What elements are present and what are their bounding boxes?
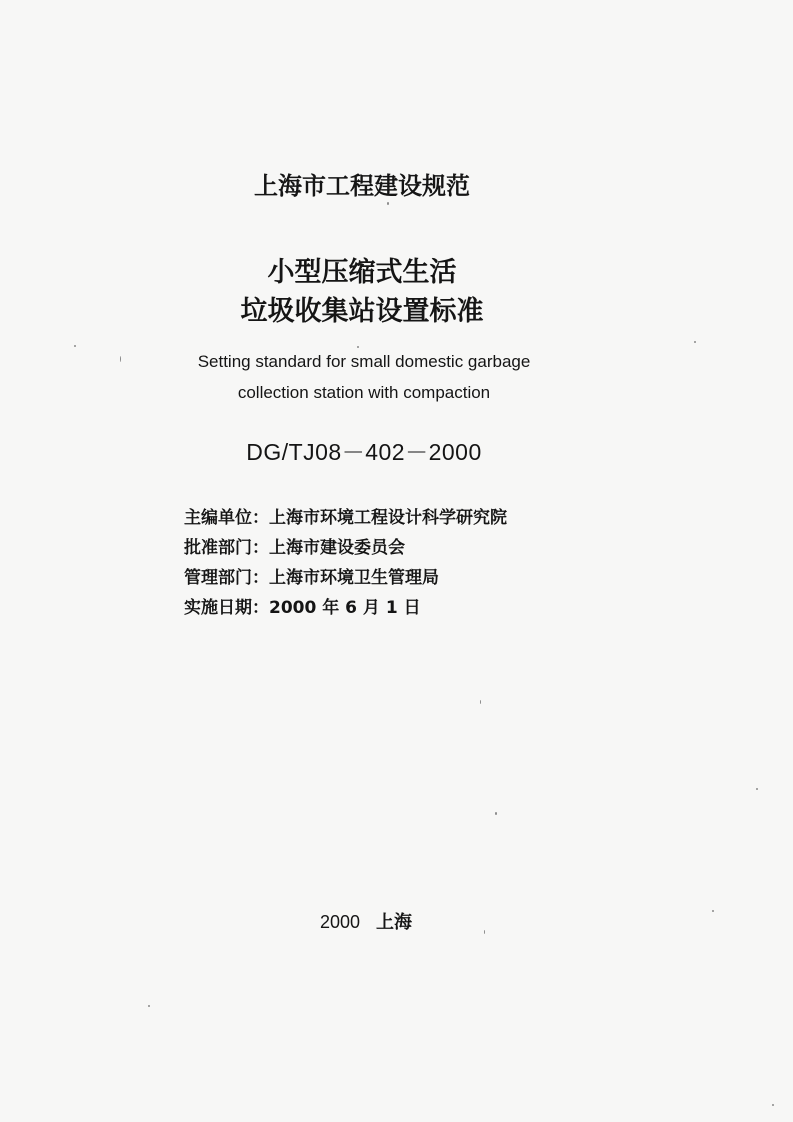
imprint-year: 2000 <box>320 912 361 932</box>
series-title: 上海市工程建设规范 <box>254 172 470 200</box>
meta-label: 主编单位 <box>184 508 252 528</box>
meta-value: 2000 年 6 月 1 日 <box>269 598 421 618</box>
meta-separator: ： <box>252 508 269 528</box>
publication-info <box>184 503 507 623</box>
scan-speck <box>74 345 76 347</box>
main-title-line-1: 小型压缩式生活 <box>267 257 457 288</box>
imprint <box>320 908 412 934</box>
meta-label: 实施日期 <box>184 598 252 618</box>
scan-speck <box>495 812 497 815</box>
management-dept-row <box>184 563 507 593</box>
meta-label: 批准部门 <box>184 538 252 558</box>
meta-value: 上海市环境工程设计科学研究院 <box>269 508 507 528</box>
scan-speck <box>120 356 121 362</box>
approval-dept-row <box>184 533 507 563</box>
meta-separator: ： <box>252 598 269 618</box>
scan-speck <box>694 341 696 343</box>
meta-value: 上海市建设委员会 <box>269 538 405 558</box>
scan-speck <box>484 930 485 934</box>
scan-speck <box>387 202 389 205</box>
standard-code: DG/TJ08－402－2000 <box>246 439 482 465</box>
scan-speck <box>772 1104 774 1106</box>
meta-separator: ： <box>252 538 269 558</box>
effective-date-row <box>184 593 507 623</box>
english-title-line-1: Setting standard for small domestic garbage <box>197 352 531 371</box>
scan-speck <box>756 788 758 790</box>
main-title-line-2: 垃圾收集站设置标准 <box>240 296 484 327</box>
imprint-place: 上海 <box>376 912 413 933</box>
chief-editor-row <box>184 503 507 533</box>
meta-label: 管理部门 <box>184 568 252 588</box>
scan-speck <box>357 346 359 348</box>
meta-value: 上海市环境卫生管理局 <box>269 568 439 588</box>
english-title-line-2: collection station with compaction <box>237 383 491 402</box>
scan-speck <box>480 700 481 704</box>
meta-separator: ： <box>252 568 269 588</box>
scan-speck <box>712 910 714 912</box>
scan-speck <box>148 1005 150 1007</box>
